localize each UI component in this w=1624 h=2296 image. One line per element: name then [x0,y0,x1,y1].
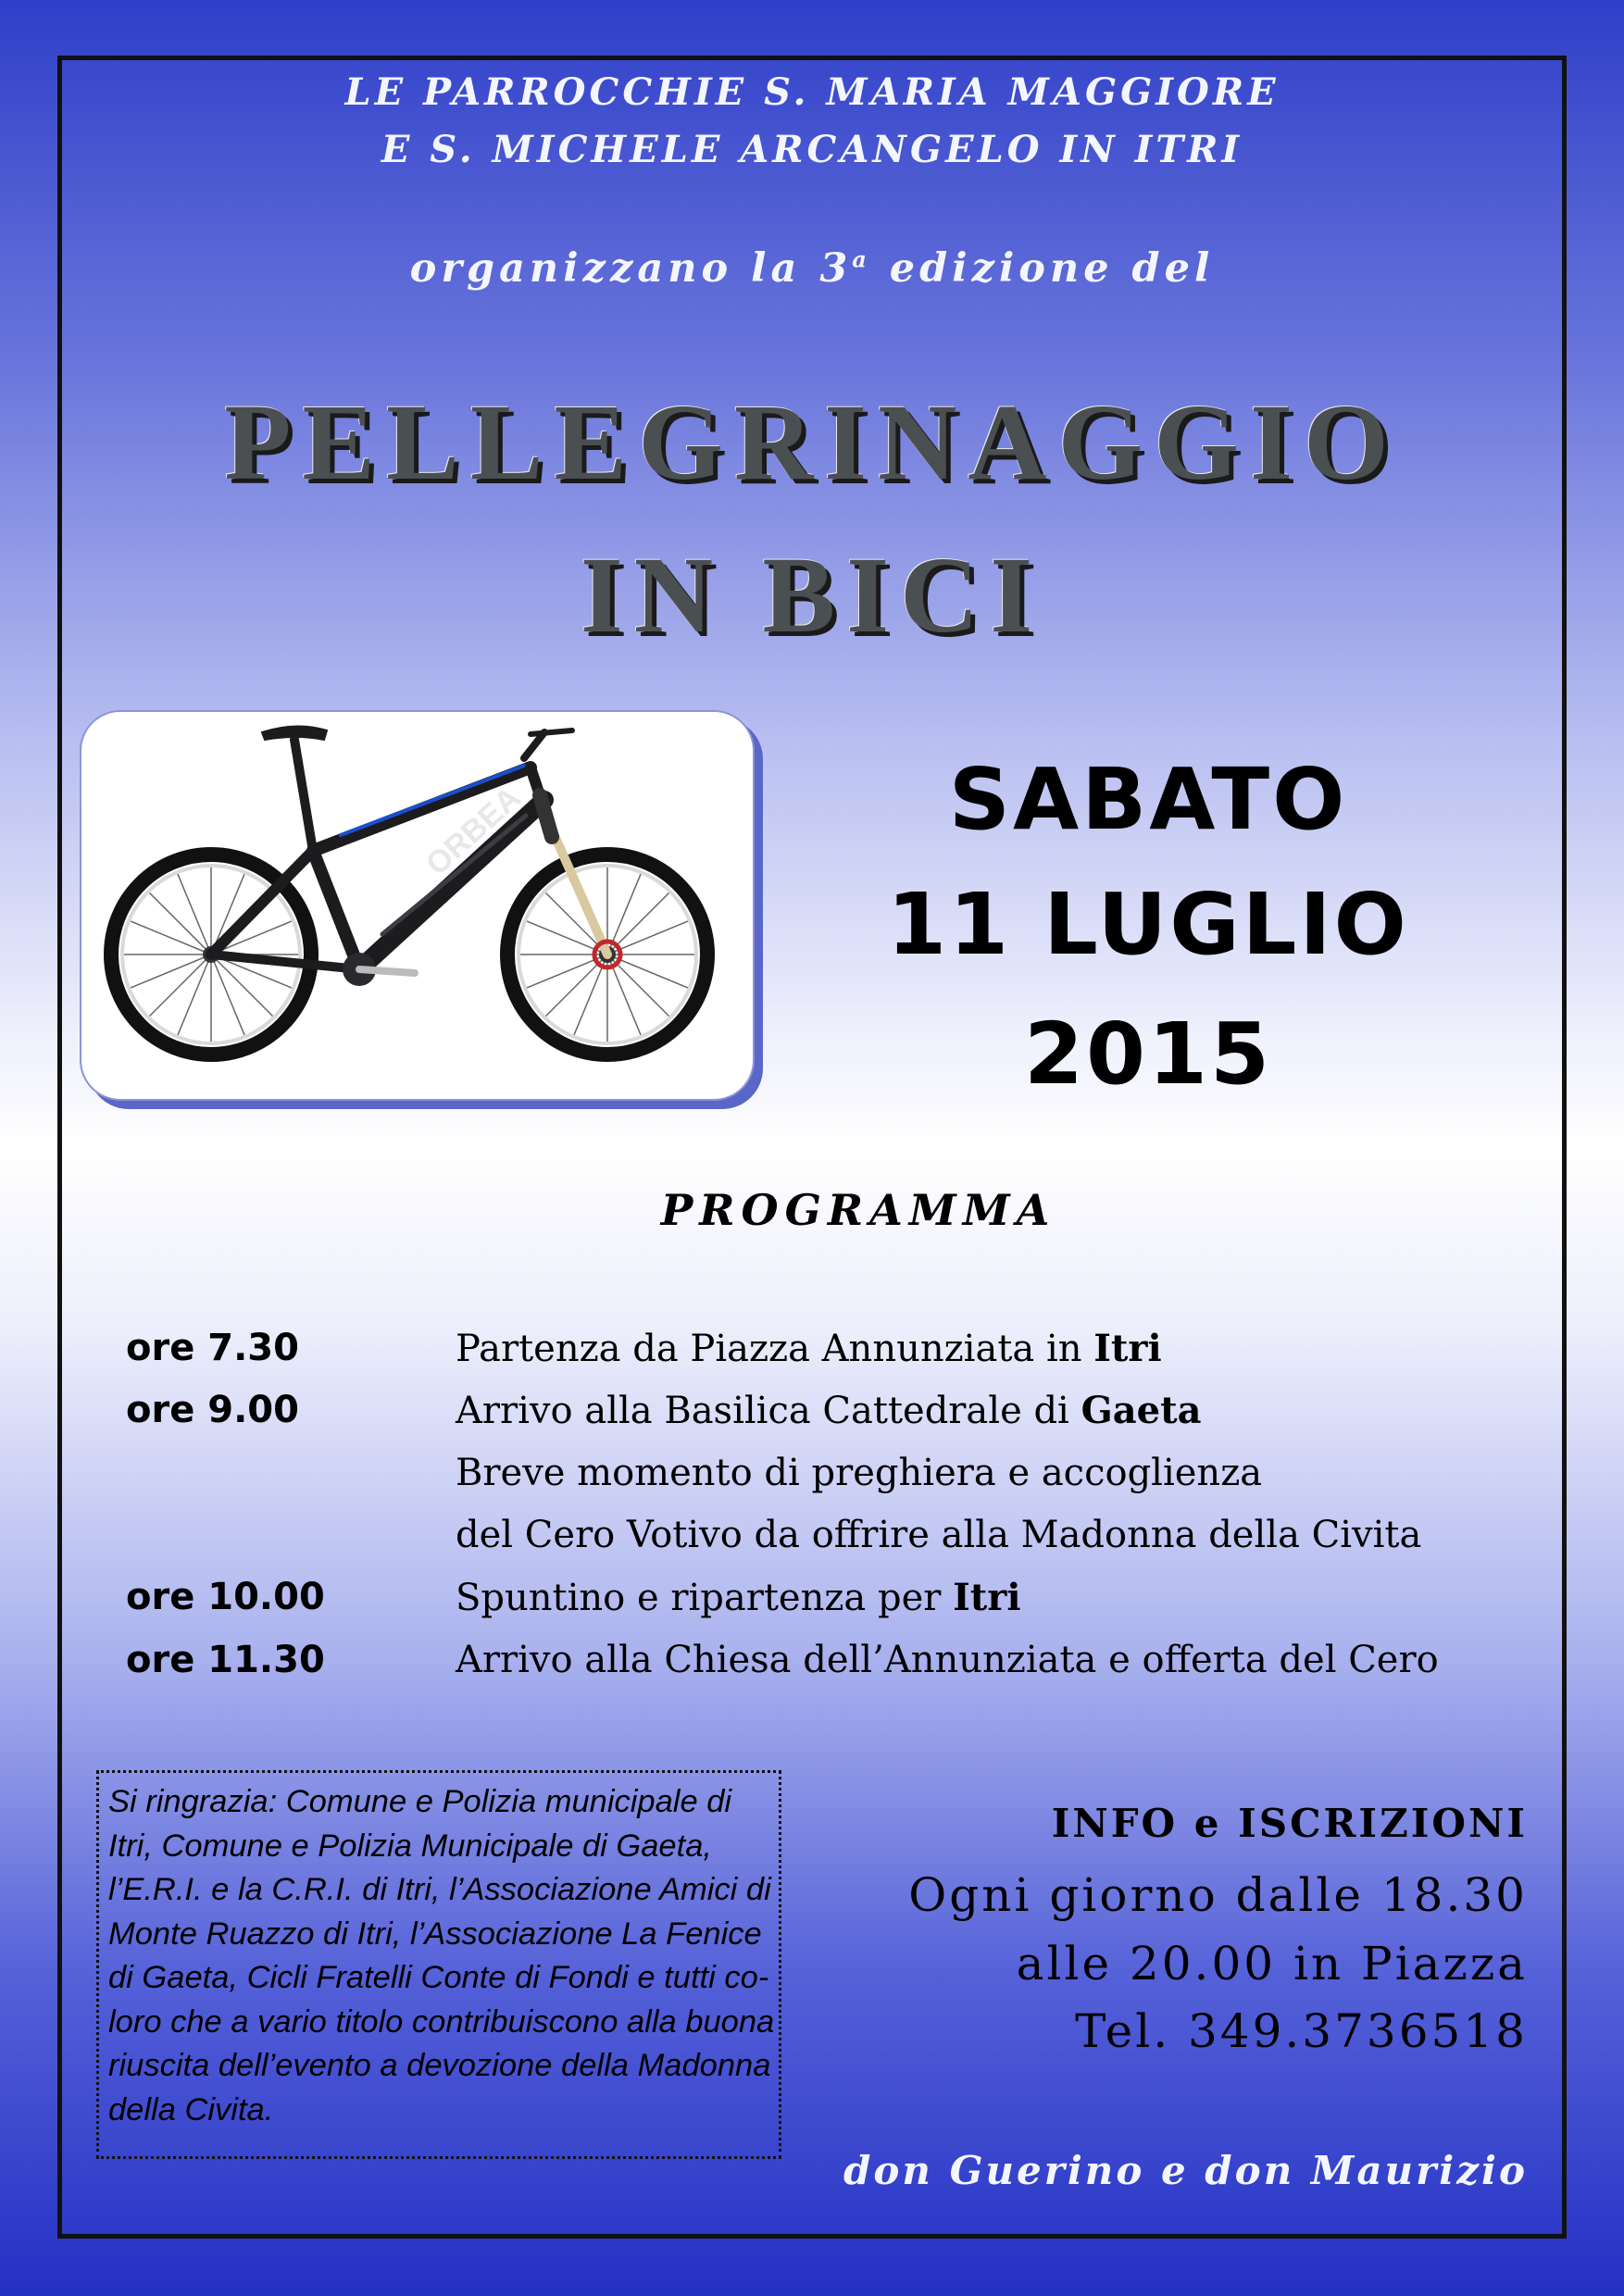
program-row [126,1389,1533,1451]
bike-illustration [81,712,753,1099]
info-line-1: Ogni giorno dalle 18.30 [908,1868,1528,1922]
program-place: Itri [953,1576,1021,1620]
thanks-line: di Gaeta, Cicli Fratelli Conte di Fondi e tutti co- [108,1960,769,1995]
date-day-month: 11 LUGLIO [887,875,1409,974]
program-description [456,1452,1262,1494]
info-title: INFO e ISCRIZIONI [1051,1801,1528,1846]
program-time: ore 9.00 [126,1389,299,1432]
date-year: 2015 [1023,1004,1273,1104]
info-phone: Tel. 349.3736518 [1075,2004,1528,2058]
program-description [456,1389,1202,1432]
program-description [456,1576,1021,1619]
info-line-2: alle 20.00 in Piazza [1016,1937,1528,1990]
thanks-line: l’E.R.I. e la C.R.I. di Itri, l’Associazione Amici di [108,1872,771,1907]
intro-before: organizzano la 3 [409,245,853,292]
date-day: SABATO [948,750,1348,849]
program-time: ore 10.00 [126,1576,325,1619]
title-line-2: IN BICI [580,534,1044,655]
program-row [126,1452,1533,1514]
thanks-line: Itri, Comune e Polizia Municipale di Gaeta, [108,1828,712,1864]
program-place: Itri [1093,1327,1162,1370]
program-description [456,1639,1439,1681]
spoke [150,955,211,1016]
frame-brand: ORBEA [418,780,528,882]
signature: don Guerino e don Maurizio [843,2148,1528,2193]
program-description [456,1514,1421,1556]
bike-image [80,710,755,1101]
program-row [126,1327,1533,1389]
organizer-line-1: LE PARROCCHIE S. MARIA MAGGIORE [344,70,1280,114]
program-description [456,1327,1162,1370]
title-line-1: PELLEGRINAGGIO [224,381,1400,503]
program-row [126,1639,1533,1701]
thanks-line: Si ringrazia: Comune e Polizia municipale di [108,1784,732,1819]
thanks-line: Monte Ruazzo di Itri, l’Associazione La Fenice [108,1915,762,1952]
program-place: Gaeta [1081,1389,1202,1433]
thanks-line: della Civita. [108,2091,274,2128]
program-row [126,1514,1533,1576]
thanks-line: riuscita dell’evento a devozione della Madonna [108,2048,771,2083]
program-text: Breve momento di preghiera e accoglienza [456,1451,1263,1494]
program-time: ore 11.30 [126,1638,325,1681]
program-title: PROGRAMMA [660,1185,1056,1235]
program-text: Arrivo alla Basilica Cattedrale di [456,1390,1081,1433]
intro-after: edizione del [870,245,1215,292]
program-text: Arrivo alla Chiesa dell’Annunziata e offerta del Cero [456,1638,1439,1681]
intro-superscript: a [852,245,871,273]
program-text: del Cero Votivo da offrire alla Madonna della Civita [456,1513,1422,1556]
program-text: Partenza da Piazza Annunziata in [456,1328,1094,1370]
organizer-line-2: E S. MICHELE ARCANGELO IN ITRI [381,128,1243,171]
spoke [150,893,211,955]
crank-arm [359,969,415,973]
program-time: ore 7.30 [126,1327,299,1369]
program-row [126,1576,1533,1638]
intro-line [57,245,1567,292]
thanks-line: loro che a vario titolo contribuiscono alla buona [108,2003,775,2040]
bike-frame [211,726,607,969]
program-text: Spuntino e ripartenza per [456,1577,954,1620]
thanks-box [96,1770,781,2159]
